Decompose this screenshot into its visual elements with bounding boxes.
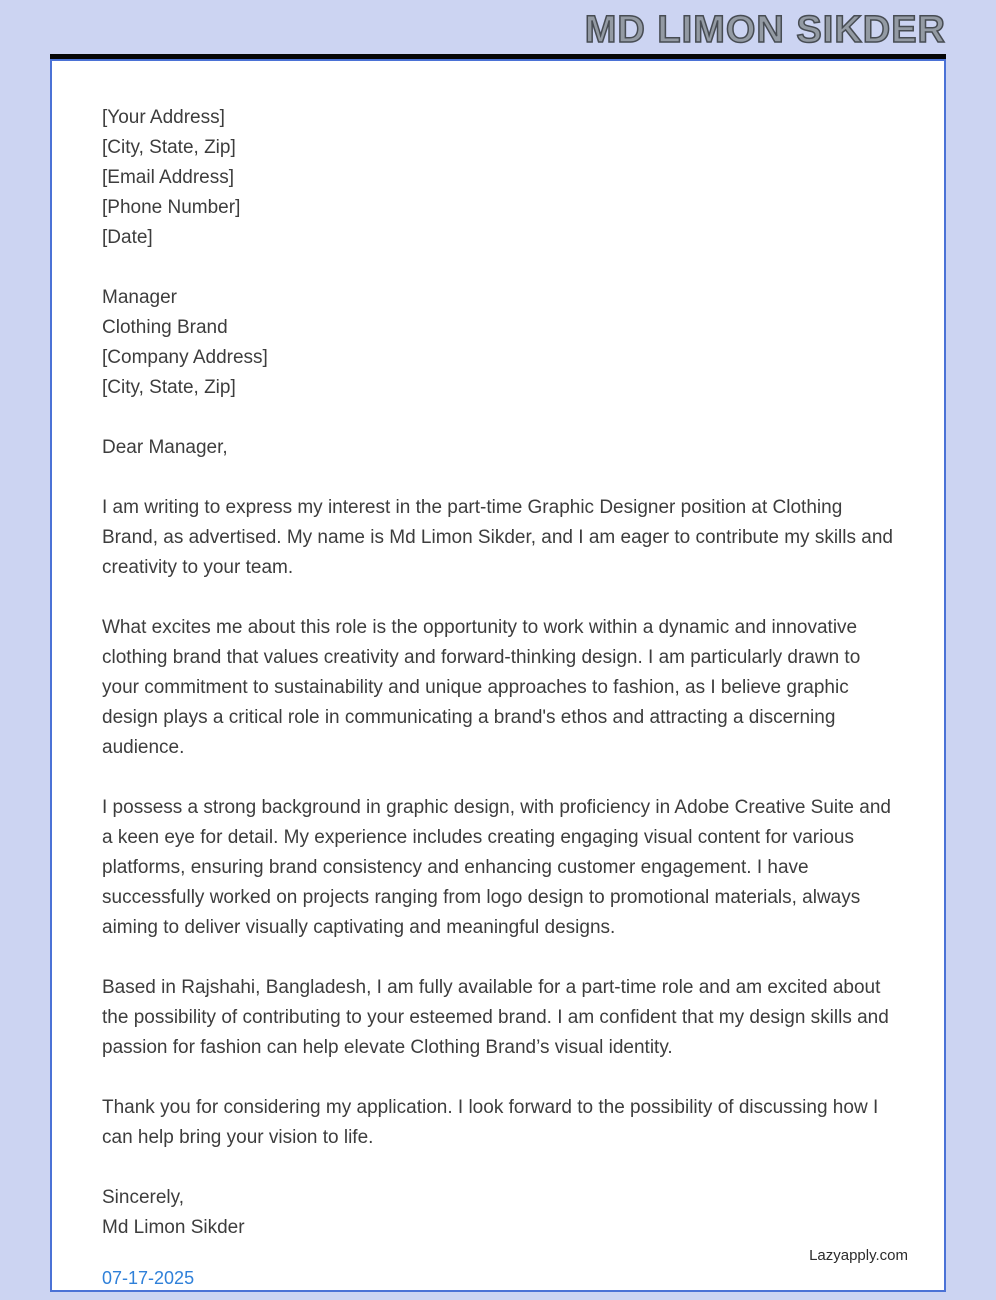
header [50, 8, 946, 52]
recipient-address-block [102, 283, 896, 403]
paragraph-motivation: What excites me about this role is the opportunity to work within a dynamic and innovative clothing brand that values creativity and forward-thinking design. I am particularly drawn to your commitment to sustainability and unique approaches to fashion, as I believe graphic design plays a critical role in communicating a brand's ethos and attracting a discerning audience. [102, 617, 861, 758]
recipient-address-line: [Company Address] [102, 347, 268, 368]
letter-date: 07-17-2025 [102, 1268, 195, 1288]
recipient-title-line: Manager [102, 287, 177, 308]
paragraph-availability: Based in Rajshahi, Bangladesh, I am fully available for a part-time role and am excited about the possibility of contributing to your esteemed brand. I am confident that my design skills and passion for fashion can help elevate Clothing Brand’s visual identity. [102, 977, 889, 1058]
paragraph-skills: I possess a strong background in graphic design, with proficiency in Adobe Creative Suite and a keen eye for detail. My experience includes creating engaging visual content for various platforms, ensuring brand consistency and enhancing customer engagement. I have successfully worked on projects ranging from logo design to promotional materials, always aiming to deliver visually captivating and meaningful designs. [102, 797, 891, 938]
sender-email-line: [Email Address] [102, 167, 234, 188]
sender-address-block [102, 103, 896, 253]
salutation: Dear Manager, [102, 437, 228, 458]
signature-name: Md Limon Sikder [102, 1217, 245, 1238]
closing-block [102, 1183, 896, 1243]
recipient-company-line: Clothing Brand [102, 317, 228, 338]
watermark: Lazyapply.com [809, 1247, 908, 1264]
sender-city-line: [City, State, Zip] [102, 137, 236, 158]
closing-word: Sincerely, [102, 1187, 185, 1208]
sender-phone-line: [Phone Number] [102, 197, 241, 218]
letter-sheet [50, 59, 946, 1292]
paragraph-intro: I am writing to express my interest in the part-time Graphic Designer position at Clothing Brand, as advertised. My name is Md Limon Sikder, and I am eager to contribute my skills and creativity to your team. [102, 497, 893, 578]
recipient-city-line: [City, State, Zip] [102, 377, 236, 398]
sender-address-line: [Your Address] [102, 107, 225, 128]
candidate-name-title: MD LIMON SIKDER [584, 9, 946, 51]
sender-date-line: [Date] [102, 227, 153, 248]
paragraph-thanks: Thank you for considering my application. I look forward to the possibility of discussing how I can help bring your vision to life. [102, 1097, 879, 1148]
